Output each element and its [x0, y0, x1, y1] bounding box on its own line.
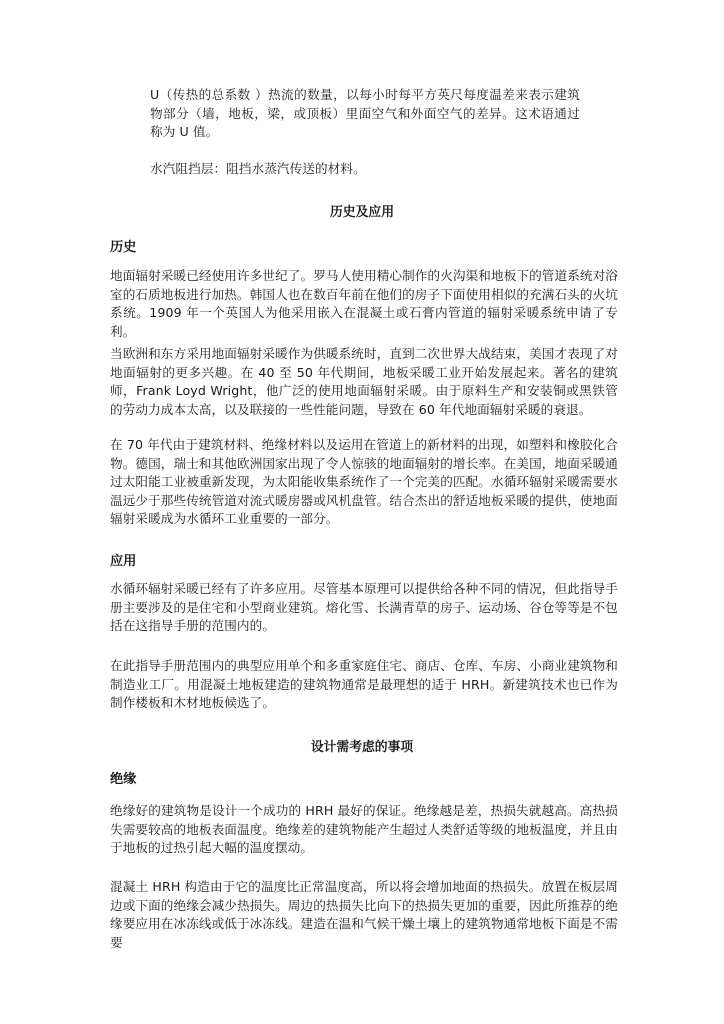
application-paragraph-2: 在此指导手册范围内的典型应用单个和多重家庭住宅、商店、仓库、车房、小商业建筑物和制造业工厂。用混凝土地板建造的建筑物通常是最理想的适于 HRH。新建筑技术也已作为制作楼板和木材地板候选了。	[110, 658, 618, 710]
history-paragraph-1: 地面辐射采暖已经使用许多世纪了。罗马人使用精心制作的火沟渠和地板下的管道系统对浴室的石质地板进行加热。韩国人也在数百年前在他们的房子下面使用相似的充满石头的火坑系统。1909 年一个英国人为他采用嵌入在混凝土或石膏内管道的辐射采暖系统申请了专利。	[110, 268, 618, 339]
history-paragraph-3: 在 70 年代由于建筑材料、绝缘材料以及运用在管道上的新材料的出现，如塑料和橡胶化合物。德国，瑞士和其他欧洲国家出现了令人惊骇的地面辐射的增长率。在美国，地面采暖通过太阳能工业被重新发现，为太阳能收集系统作了一个完美的匹配。水循环辐射采暖需要水温远少于那些传统管道对流式暖房器或风机盘管。结合杰出的舒适地板采暖的提供，使地面辐射采暖成为水循环工业重要的一部分。	[110, 437, 618, 526]
history-paragraph-2: 当欧洲和东方采用地面辐射采暖作为供暖系统时，直到二次世界大战结束，美国才表现了对地面辐射的更多兴趣。在 40 至 50 年代期间，地板采暖工业开始发展起来。著名的建筑师，Frank Loyd Wright，他广泛的使用地面辐射采暖。由于原料生产和安装铜或黑铁管的劳动力成本太高，以及联接的一些性能问题，导致在 60 年代地面辐射采暖的衰退。	[110, 346, 618, 417]
section-title-history-application: 历史及应用	[330, 205, 394, 220]
application-paragraph-1: 水循环辐射采暖已经有了许多应用。尽管基本原理可以提供给各种不同的情况，但此指导手册主要涉及的是住宅和小型商业建筑。熔化雪、长满青草的房子、运动场、谷仓等等是不包括在这指导手册的范围内的。	[110, 581, 618, 633]
heading-insulation: 绝缘	[110, 772, 137, 787]
insulation-paragraph-1: 绝缘好的建筑物是设计一个成功的 HRH 最好的保证。绝缘越是差，热损失就越高。高热损失需要较高的地板表面温度。绝缘差的建筑物能产生超过人类舒适等级的地板温度，并且由于地板的过热引起大幅的温度摆动。	[110, 803, 618, 855]
heading-application: 应用	[110, 554, 137, 569]
definition-vapor-barrier: 水汽阻挡层：阻挡水蒸汽传送的材料。	[150, 161, 366, 176]
section-title-design: 设计需考虑的事项	[310, 740, 414, 755]
insulation-paragraph-2: 混凝土 HRH 构造由于它的温度比正常温度高，所以将会增加地面的热损失。放置在板层周边或下面的绝缘会减少热损失。周边的热损失比向下的热损失更加的重要，因此所推荐的绝缘要应用在冰冻线或低于冰冻线。建造在温和气候干燥土壤上的建筑物通常地板下面是不需要	[110, 879, 618, 950]
heading-history: 历史	[110, 240, 137, 255]
definition-u-value: U（传热的总系数 ）热流的数量，以每小时每平方英尺每度温差来表示建筑物部分（墙，地板，梁，或顶板）里面空气和外面空气的差异。这术语通过称为 U 值。	[150, 87, 580, 139]
